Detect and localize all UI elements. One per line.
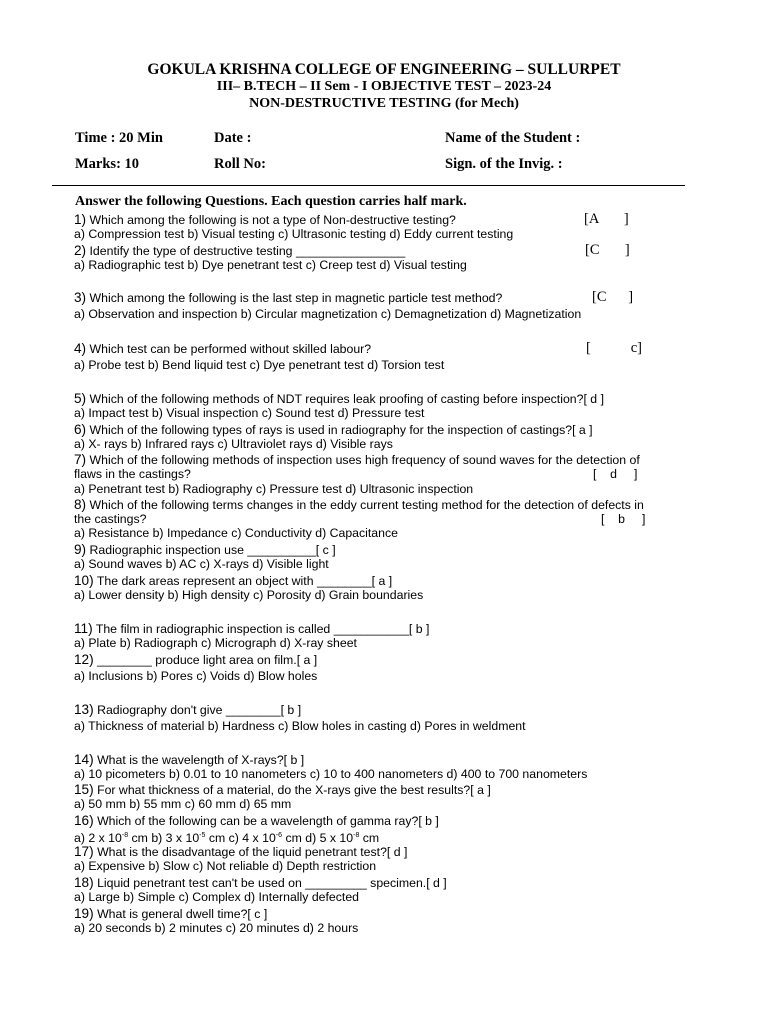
question-number: 18) (74, 875, 94, 890)
option-a: a) 2 x 10 (74, 831, 122, 845)
exponent: -6 (275, 832, 283, 839)
answer-1: [A ] (584, 211, 629, 227)
question-number: 17) (74, 844, 94, 859)
option-d: cm d) 5 x 10 (282, 831, 354, 845)
question-text: Liquid penetrant test can't be used on _________ specimen.[ d ] (93, 876, 447, 890)
question-number: 9) (74, 542, 87, 557)
exponent: -5 (199, 832, 206, 839)
question-number: 7) (74, 452, 87, 467)
question-15-options: a) 50 mm b) 55 mm c) 60 mm d) 65 mm (74, 797, 292, 811)
question-number: 5) (74, 391, 87, 406)
question-7-options: a) Penetrant test b) Radiography c) Pressure test d) Ultrasonic inspection (74, 482, 474, 496)
question-text: Which of the following can be a wavelength of gamma ray?[ b ] (93, 814, 439, 828)
option-b: cm b) 3 x 10 (128, 831, 200, 845)
question-7-line2: flaws in the castings? (74, 467, 191, 481)
question-6 (74, 422, 593, 438)
question-19 (74, 906, 267, 922)
question-number: 10) (74, 573, 94, 588)
question-3-options: a) Observation and inspection b) Circular magnetization c) Demagnetization d) Magnetization (74, 307, 582, 321)
question-12-options: a) Inclusions b) Pores c) Voids d) Blow holes (74, 669, 318, 683)
answer-7: [ d ] (593, 467, 638, 481)
question-15 (74, 782, 491, 798)
roll-no-field: Roll No: (214, 156, 266, 172)
question-9 (74, 542, 336, 558)
question-number: 4) (74, 341, 87, 356)
question-16 (74, 813, 439, 829)
question-number: 12) (74, 652, 94, 667)
exam-title: III– B.TECH – II Sem - I OBJECTIVE TEST – 2023-24 (216, 79, 552, 94)
question-number: 14) (74, 752, 94, 767)
question-8-options: a) Resistance b) Impedance c) Conductivity d) Capacitance (74, 526, 398, 540)
question-text: Identify the type of destructive testing ________________ (86, 244, 406, 258)
question-text: Which of the following methods of NDT requires leak proofing of casting before inspection?[ d ] (86, 392, 604, 406)
exponent: -8 (121, 832, 129, 839)
question-4-options: a) Probe test b) Bend liquid test c) Dye penetrant test d) Torsion test (74, 358, 445, 372)
question-number: 3) (74, 290, 87, 305)
question-text: Which among the following is the last step in magnetic particle test method? (86, 291, 503, 305)
marks-field: Marks: 10 (75, 156, 140, 172)
question-text: What is the wavelength of X-rays?[ b ] (93, 753, 305, 767)
question-number: 6) (74, 422, 87, 437)
question-text: For what thickness of a material, do the X-rays give the best results?[ a ] (93, 783, 491, 797)
question-text: Which test can be performed without skilled labour? (86, 342, 372, 356)
question-text: ________ produce light area on film.[ a ] (93, 653, 318, 667)
question-text: What is general dwell time?[ c ] (93, 907, 268, 921)
question-13 (74, 702, 301, 718)
header-divider (52, 185, 685, 186)
question-number: 8) (74, 497, 87, 512)
question-text: Radiographic inspection use __________[ c ] (86, 543, 336, 557)
question-5-options: a) Impact test b) Visual inspection c) Sound test d) Pressure test (74, 406, 425, 420)
question-text: Which of the following types of rays is used in radiography for the inspection of castings?[ a ] (86, 423, 593, 437)
answer-3: [C ] (592, 289, 634, 305)
instruction: Answer the following Questions. Each question carries half mark. (75, 194, 467, 209)
question-text: Which among the following is not a type of Non-destructive testing? (86, 213, 456, 227)
question-text: Which of the following terms changes in the eddy current testing method for the detection of defects in (86, 498, 644, 512)
question-number: 16) (74, 813, 94, 828)
question-18-options: a) Large b) Simple c) Complex d) Internally defected (74, 890, 360, 904)
question-10-options: a) Lower density b) High density c) Porosity d) Grain boundaries (74, 588, 424, 602)
question-17 (74, 844, 407, 860)
answer-2: [C ] (585, 242, 630, 258)
question-7 (74, 452, 640, 468)
question-6-options: a) X- rays b) Infrared rays c) Ultraviolet rays d) Visible rays (74, 437, 393, 451)
question-3 (74, 290, 502, 306)
question-2 (74, 243, 405, 259)
unit: cm (359, 831, 380, 845)
question-text: The dark areas represent an object with ________[ a ] (93, 574, 393, 588)
question-11 (74, 621, 429, 637)
answer-4: [ c] (586, 340, 642, 356)
question-text: What is the disadvantage of the liquid penetrant test?[ d ] (93, 845, 408, 859)
question-9-options: a) Sound waves b) AC c) X-rays d) Visible light (74, 557, 329, 571)
question-2-options: a) Radiographic test b) Dye penetrant test c) Creep test d) Visual testing (74, 258, 467, 272)
question-number: 15) (74, 782, 94, 797)
option-c: cm c) 4 x 10 (205, 831, 276, 845)
answer-8: [ b ] (601, 512, 646, 526)
question-number: 11) (74, 621, 93, 636)
question-text: Radiography don't give ________[ b ] (93, 703, 302, 717)
question-19-options: a) 20 seconds b) 2 minutes c) 20 minutes d) 2 hours (74, 921, 359, 935)
date-field: Date : (214, 130, 252, 146)
college-name: GOKULA KRISHNA COLLEGE OF ENGINEERING – SULLURPET (147, 61, 621, 78)
invigilator-sign-field: Sign. of the Invig. : (445, 156, 563, 172)
question-10 (74, 573, 392, 589)
question-13-options: a) Thickness of material b) Hardness c) Blow holes in casting d) Pores in weldment (74, 719, 526, 733)
time-field: Time : 20 Min (75, 130, 163, 146)
question-17-options: a) Expensive b) Slow c) Not reliable d) Depth restriction (74, 859, 377, 873)
question-5 (74, 391, 604, 407)
question-1 (74, 212, 456, 228)
exponent: -8 (353, 832, 360, 839)
question-12 (74, 652, 317, 668)
question-number: 1) (74, 212, 87, 227)
question-4 (74, 341, 371, 357)
question-8-line2: the castings? (74, 512, 147, 526)
question-text: The film in radiographic inspection is called ___________[ b ] (92, 622, 430, 636)
question-1-options: a) Compression test b) Visual testing c) Ultrasonic testing d) Eddy current testing (74, 227, 514, 241)
question-18 (74, 875, 447, 891)
question-14-options: a) 10 picometers b) 0.01 to 10 nanometers c) 10 to 400 nanometers d) 400 to 700 nanometers (74, 767, 588, 781)
question-11-options: a) Plate b) Radiograph c) Micrograph d) X-ray sheet (74, 636, 357, 650)
subject-title: NON-DESTRUCTIVE TESTING (for Mech) (249, 96, 519, 111)
question-8 (74, 497, 644, 513)
question-text: Which of the following methods of inspection uses high frequency of sound waves for the detection of (86, 453, 640, 467)
student-name-field: Name of the Student : (445, 130, 581, 146)
question-14 (74, 752, 304, 768)
question-number: 2) (74, 243, 87, 258)
question-number: 19) (74, 906, 94, 921)
question-number: 13) (74, 702, 94, 717)
